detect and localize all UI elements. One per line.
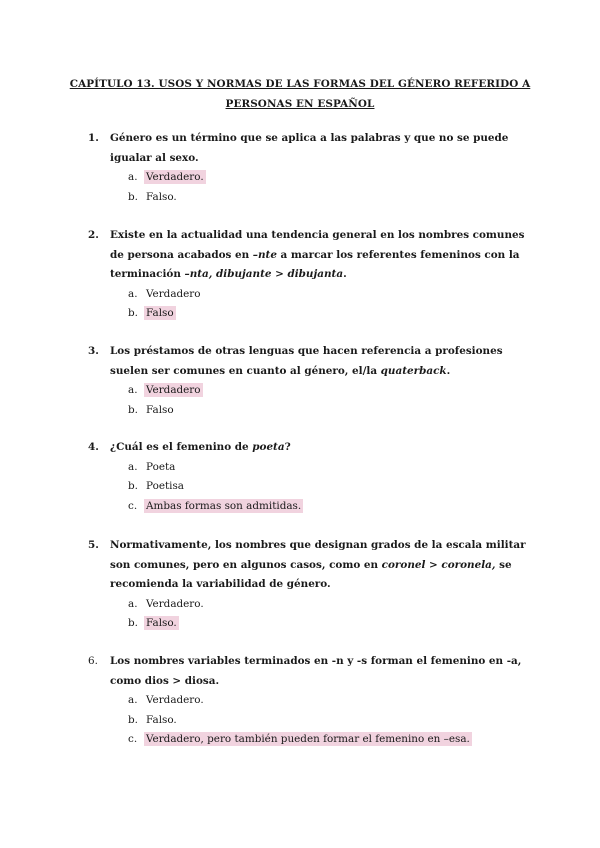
option-text: Verdadero, pero también pueden formar el femenino en –esa. [146, 733, 470, 745]
option-text: Poeta [146, 460, 176, 473]
option-text: Verdadero [146, 384, 201, 396]
option-text: Falso. [146, 617, 177, 629]
option-text: Ambas formas son admitidas. [146, 499, 302, 512]
question-number: 4. [88, 441, 99, 453]
question-text-part: Normativamente, los nombres que designan grados de la escala militar son comunes, pero en algunos casos, como en [110, 539, 526, 571]
option-b[interactable] [128, 188, 538, 208]
option-letter: c. [128, 499, 138, 512]
option-letter: a. [128, 597, 138, 610]
question-number: 3. [88, 345, 99, 357]
question-3 [88, 342, 538, 420]
option-text: Verdadero. [146, 694, 204, 706]
option-a[interactable] [128, 691, 538, 711]
question-6 [88, 652, 538, 750]
question-number: 5. [88, 539, 99, 551]
chapter-title-line-2: PERSONAS EN ESPAÑOL [225, 98, 375, 110]
option-a[interactable] [128, 168, 538, 188]
question-text-part: se recomienda la variabilidad de género. [110, 558, 512, 590]
question-number: 1. [88, 132, 99, 144]
option-text: Verdadero [146, 287, 201, 300]
option-letter: b. [128, 617, 138, 629]
question-text-italic: poeta [252, 441, 285, 453]
question-text-part: ¿Cuál es el femenino de [110, 441, 253, 453]
option-a[interactable] [128, 595, 538, 615]
question-text-part: ? [284, 441, 291, 453]
option-list [128, 285, 538, 324]
option-text: Verdadero. [146, 597, 204, 610]
option-text: Poetisa [146, 480, 185, 492]
chapter-title [60, 74, 540, 114]
question-text [110, 438, 538, 458]
question-5 [88, 536, 538, 634]
option-b[interactable] [128, 614, 538, 634]
question-number: 2. [88, 229, 99, 241]
option-b[interactable] [128, 711, 538, 731]
question-text [110, 536, 538, 595]
question-text-part: Existe en la actualidad una tendencia general en los nombres comunes de persona acabados en [110, 229, 525, 261]
option-text: Falso. [146, 713, 177, 726]
question-text-italic: quaterback [380, 364, 447, 377]
option-letter: c. [128, 733, 138, 745]
question-number: 6. [88, 655, 98, 667]
option-a[interactable] [128, 458, 538, 478]
option-letter: a. [128, 694, 138, 706]
option-letter: a. [128, 287, 138, 300]
question-text [110, 226, 538, 285]
option-text: Verdadero. [146, 171, 204, 183]
question-4 [88, 438, 538, 516]
option-text: Falso. [146, 190, 177, 203]
option-text: Falso [146, 307, 174, 319]
question-2 [88, 226, 538, 324]
question-text: Género es un término que se aplica a las palabras y que no se puede igualar al sexo. [110, 132, 509, 164]
option-list [128, 381, 538, 420]
option-a[interactable] [128, 381, 538, 401]
option-c[interactable] [128, 497, 538, 517]
option-letter: b. [128, 403, 138, 416]
option-letter: b. [128, 307, 138, 319]
question-text: Los nombres variables terminados en -n y -s forman el femenino en -a, como dios > diosa. [110, 655, 522, 687]
option-c[interactable] [128, 730, 538, 750]
option-letter: b. [128, 713, 138, 726]
option-list [128, 691, 538, 750]
question-text-italic: coronel > coronela, [381, 558, 496, 571]
question-text-part: . [446, 364, 451, 377]
option-b[interactable] [128, 304, 538, 324]
question-text-part: a marcar los referentes femeninos con la terminación [110, 248, 520, 280]
question-text-italic: –nte [252, 248, 277, 261]
option-text: Falso [146, 403, 174, 416]
question-text-part: . [343, 268, 347, 280]
option-letter: b. [128, 190, 138, 203]
option-list [128, 595, 538, 634]
option-list [128, 168, 538, 207]
option-letter: b. [128, 480, 138, 492]
question-text [110, 342, 538, 381]
option-list [128, 458, 538, 517]
chapter-title-line-1: CAPÍTULO 13. USOS Y NORMAS DE LAS FORMAS DEL GÉNERO REFERIDO A [69, 78, 531, 90]
option-a[interactable] [128, 285, 538, 305]
option-letter: a. [128, 171, 138, 183]
question-1 [88, 129, 538, 207]
option-b[interactable] [128, 401, 538, 421]
option-letter: a. [128, 384, 138, 396]
question-text-part: Los préstamos de otras lenguas que hacen referencia a profesiones suelen ser comunes en cuanto al género, el/la [110, 345, 503, 377]
option-letter: a. [128, 460, 138, 473]
question-text-italic: –nta, dibujante > dibujanta [184, 268, 344, 280]
option-b[interactable] [128, 477, 538, 497]
